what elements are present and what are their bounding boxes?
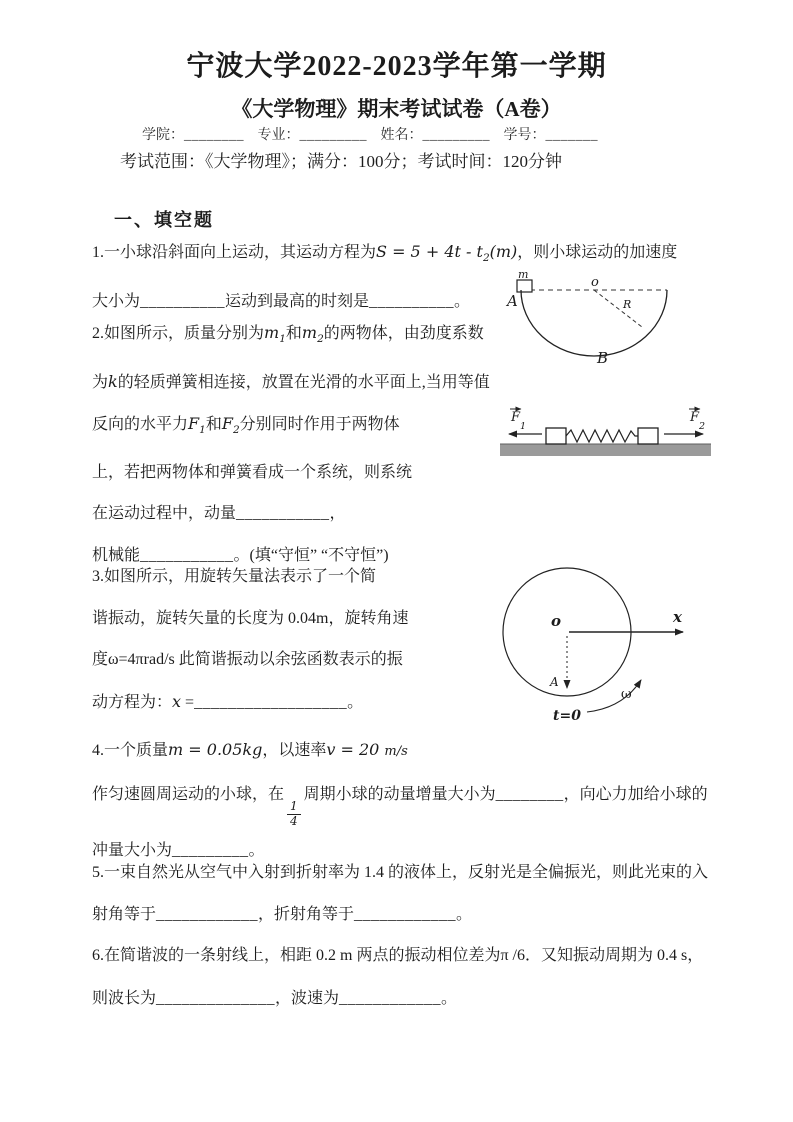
q2-var-m2: m (301, 323, 318, 342)
college-blank: ________ (184, 128, 244, 143)
q1-formula-sub: 2 (482, 252, 490, 264)
q3-text: 动方程为： (92, 693, 173, 711)
q4-text: 周期小球的动量增量大小为 (303, 786, 496, 803)
label-m: m (518, 270, 529, 281)
q3-text: = (181, 693, 195, 711)
q3-text: 。 (347, 693, 364, 711)
student-id-field (504, 128, 599, 143)
q6-text: 6.在简谐波的一条射线上，相距 0.2 m 两点的振动相位差为π /6．又知振动周期为 0.4 s， (92, 947, 704, 964)
q1-formula-unit: (m) (489, 242, 518, 261)
q5-answer-blank-2: ____________ (354, 906, 457, 923)
name-blank: _________ (422, 128, 490, 143)
q1-answer-blank-1: __________ (140, 293, 226, 310)
q5-text: 。 (456, 906, 473, 923)
q6-text: 则波长为 (92, 990, 157, 1007)
q2-var-F1: F (188, 414, 200, 433)
q2-var-F1-sub: 1 (199, 424, 206, 436)
label-A: A (550, 675, 559, 689)
q4-text: 4.一个质量 (92, 742, 169, 759)
label-F1: F (511, 410, 521, 425)
q2-var-F2: F (221, 414, 233, 433)
q1-text: 1.一小球沿斜面向上运动，其运动方程为 (92, 244, 377, 261)
q2-text: 在运动过程中，动量 (92, 505, 237, 522)
question-2 (92, 312, 542, 576)
q2-text: 反向的水平力 (92, 416, 189, 433)
label-A: A (507, 292, 518, 310)
student-id-blank: _______ (545, 128, 598, 143)
major-label: 专业： (257, 128, 300, 143)
q2-text: 上，若把两物体和弹簧看成一个系统，则系统 (92, 463, 413, 481)
q6-text: ，波速为 (275, 990, 340, 1007)
q2-var-m1: m (264, 323, 280, 342)
question-5 (92, 852, 752, 936)
label-t0: t=0 (553, 708, 581, 724)
q4-text: 作匀速圆周运动的小球，在 (92, 786, 285, 803)
block-m2 (638, 428, 658, 444)
spring (566, 430, 638, 442)
q5-text: ，折射角等于 (258, 906, 355, 923)
exam-title: 宁波大学2022-2023学年第一学期 (186, 51, 607, 82)
q2-spring-blocks-figure (498, 404, 713, 462)
question-4 (92, 728, 752, 872)
q2-text: 。(填“守恒” “不守恒”) (233, 546, 389, 564)
q5-text: 射角等于 (92, 906, 157, 923)
q2-text: ， (329, 505, 346, 522)
q1-text: 运动到最高的时刻是 (225, 293, 370, 310)
q2-text: 的轻质弹簧相连接，放置在光滑的水平面上,当用等值 (117, 373, 490, 391)
major-field (258, 128, 368, 143)
name-field (381, 128, 491, 143)
q4-speed-unit: m/s (384, 744, 408, 759)
q4-answer-blank-1: ________ (495, 786, 564, 803)
label-B: B (597, 349, 609, 366)
college-field (142, 128, 244, 143)
semicircle-arc (521, 290, 667, 356)
q1-text: 大小为 (92, 293, 141, 310)
q5-answer-blank-1: ____________ (156, 906, 259, 923)
q1-text: ，则小球运动的加速度 (517, 244, 678, 261)
quarter-fraction: $\frac{1}{4}$ (287, 800, 301, 829)
q2-text: 分别同时作用于两物体 (239, 416, 400, 433)
q6-answer-blank-2: ____________ (339, 990, 442, 1007)
q2-var-k: k (108, 371, 118, 391)
label-origin-o: o (551, 612, 562, 630)
q4-formula-speed: v = 20 (326, 740, 385, 759)
q2-text: 的两物体，由劲度系数 (323, 325, 484, 342)
label-R: R (623, 298, 632, 311)
q4-text: ，向心力加给小球的 (563, 786, 708, 803)
q4-text: ，以速率 (262, 742, 327, 759)
label-F2-sub: 2 (699, 421, 706, 432)
q2-var-m2-sub: 2 (317, 333, 324, 345)
q2-text: 和 (285, 325, 302, 342)
q3-text: 谐振动，旋转矢量的长度为 0.04m，旋转角速 (92, 609, 409, 627)
q6-answer-blank-1: ______________ (156, 990, 276, 1007)
label-x-axis: x (673, 608, 682, 626)
q2-text: 为 (92, 373, 109, 391)
rotation-direction-arrow (587, 680, 641, 712)
q4-text: 。 (248, 841, 265, 859)
q2-answer-blank-2: ___________ (140, 546, 234, 564)
ground (500, 444, 711, 456)
question-3 (92, 556, 522, 723)
student-info-line (90, 124, 650, 144)
q2-answer-blank-1: ___________ (236, 505, 330, 522)
q2-text: 2.如图所示，质量分别为 (92, 325, 265, 342)
section-1-title: 一、填空题 (114, 210, 214, 230)
q2-var-F2-sub: 2 (232, 424, 240, 436)
q1-answer-blank-2: __________ (369, 293, 455, 310)
q3-answer-blank: __________________ (194, 693, 348, 711)
block-m (517, 280, 532, 292)
label-F2: F (690, 410, 700, 425)
q2-text: 和 (205, 416, 222, 433)
student-id-label: 学号： (503, 128, 546, 143)
q2-text: 机械能 (92, 546, 141, 564)
question-6 (92, 934, 752, 1020)
exam-subtitle: 《大学物理》期末考试试卷（A卷） (231, 97, 562, 121)
label-o: o (591, 275, 599, 290)
q4-answer-blank-2: _________ (172, 841, 249, 859)
radius-dashed-line (594, 290, 642, 327)
q3-text: 度ω=4πrad/s 此简谐振动以余弦函数表示的振 (92, 651, 403, 668)
q1-text: 。 (454, 293, 471, 310)
label-F1-sub: 1 (520, 421, 527, 432)
q3-rotating-vector-figure (495, 560, 700, 728)
label-omega: ω (621, 687, 632, 702)
block-m1 (546, 428, 566, 444)
exam-scope-line: 考试范围：《大学物理》；满分：100分；考试时间：120分钟 (120, 152, 562, 171)
name-label: 姓名： (380, 128, 423, 143)
q3-var-x: x (172, 691, 182, 711)
major-blank: _________ (299, 128, 367, 143)
q6-text: 。 (441, 990, 458, 1007)
college-label: 学院： (142, 128, 184, 143)
q3-text: 3.如图所示，用旋转矢量法表示了一个简 (92, 568, 377, 585)
q4-text: 冲量大小为 (92, 841, 173, 859)
q1-formula: S = 5 + 4t - t (376, 242, 483, 261)
q5-text: 5.一束自然光从空气中入射到折射率为 1.4 的液体上，反射光是全偏振光，则此光束的入 (92, 864, 709, 881)
q2-var-m1-sub: 1 (279, 333, 286, 345)
q4-formula-mass: m = 0.05kg (168, 740, 263, 759)
